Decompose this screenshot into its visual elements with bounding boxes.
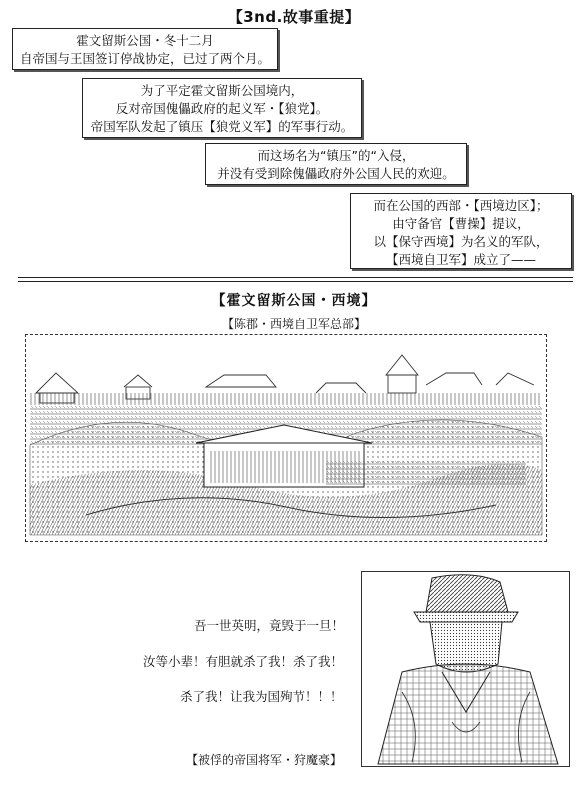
narration-line: 而在公国的西部・【西境边区】；: [373, 198, 549, 213]
narration-line: 霍文留斯公国・冬十二月: [76, 33, 214, 48]
narration-box-3: [205, 143, 467, 185]
narration-box-1: [12, 28, 278, 70]
section-title: 【霍文留斯公国・西境】: [211, 293, 377, 309]
section-subtitle: 【陈郡・西境自卫军总部】: [221, 317, 366, 331]
section-divider: [18, 281, 573, 282]
section-divider: [18, 277, 573, 278]
narration-line: 并没有受到除傀儡政府外公国人民的欢迎。: [217, 166, 455, 181]
narration-line: 由守备官【曹操】提议，: [392, 216, 530, 231]
narration-line: 而这场名为“镇压”的“入侵，: [257, 148, 415, 163]
speaker-caption: 【被俘的帝国将军・狩魔豪】: [186, 753, 343, 767]
narration-line: 自帝国与王国签订停战协定，已过了两个月。: [19, 51, 270, 66]
town-scene-art: [26, 335, 546, 541]
character-portrait: [361, 571, 570, 767]
narration-box-4: [350, 193, 572, 269]
narration-line: 【西境自卫军】成立了——: [385, 252, 536, 267]
narration-line: 为了平定霍文留斯公国境内，: [140, 83, 304, 98]
dialogue-line: 吾一世英明，竟毁于一旦！: [194, 618, 345, 633]
narration-line: 反对帝国傀儡政府的起义军・【狼党】。: [115, 101, 329, 116]
narration-line: 帝国军队发起了镇压【狼党义军】的军事行动。: [90, 119, 354, 134]
dialogue-line: 汝等小辈！有胆就杀了我！杀了我！: [143, 654, 344, 669]
narration-line: 以【保守西境】为名义的军队，: [373, 234, 549, 249]
general-portrait-art: [362, 572, 569, 766]
dialogue-line: 杀了我！让我为国殉节！！！: [180, 689, 343, 704]
page-title: 【3nd.故事重提】: [227, 8, 361, 26]
narration-box-2: [82, 78, 362, 138]
landscape-illustration: [25, 334, 547, 542]
